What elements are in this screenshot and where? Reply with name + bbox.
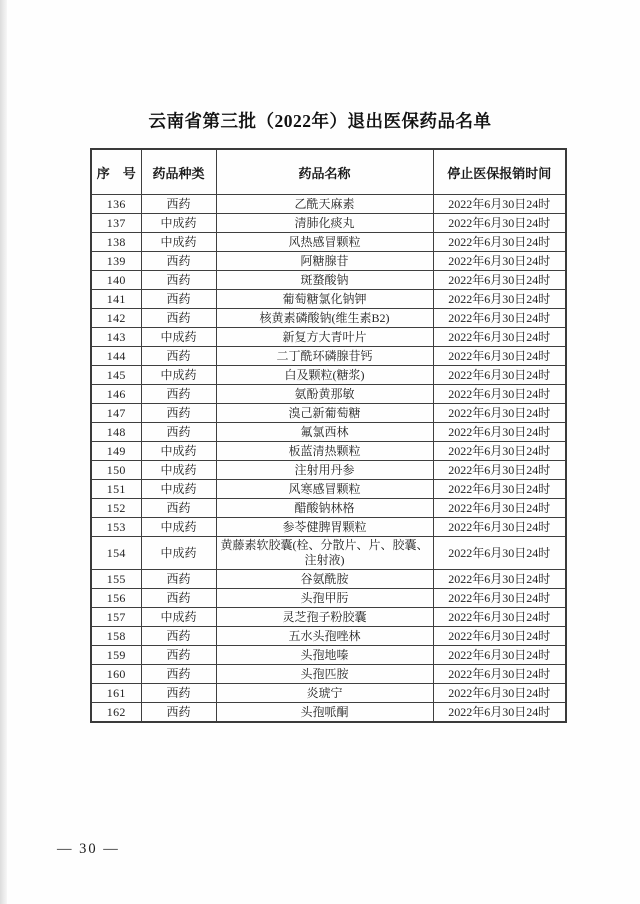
drug-category-cell: 中成药 [141, 480, 216, 499]
stop-time-cell: 2022年6月30日24时 [433, 684, 566, 703]
serial-number-cell: 156 [91, 589, 141, 608]
stop-time-cell: 2022年6月30日24时 [433, 423, 566, 442]
drug-name-cell: 溴己新葡萄糖 [216, 404, 433, 423]
serial-number-cell: 158 [91, 627, 141, 646]
drug-name-cell: 醋酸钠林格 [216, 499, 433, 518]
serial-number-cell: 137 [91, 214, 141, 233]
drug-category-cell: 中成药 [141, 328, 216, 347]
drug-name-cell: 清肺化痰丸 [216, 214, 433, 233]
drug-name-cell: 头孢甲肟 [216, 589, 433, 608]
drug-name-cell: 新复方大青叶片 [216, 328, 433, 347]
stop-time-cell: 2022年6月30日24时 [433, 347, 566, 366]
table-row [91, 271, 566, 290]
table-row [91, 423, 566, 442]
drug-list-table [90, 148, 567, 723]
table-row [91, 442, 566, 461]
drug-name-cell: 氨酚黄那敏 [216, 385, 433, 404]
page-number: — 30 — [57, 841, 120, 857]
table-row [91, 703, 566, 723]
drug-category-cell: 西药 [141, 404, 216, 423]
serial-number-cell: 142 [91, 309, 141, 328]
table-row [91, 684, 566, 703]
drug-name-cell: 谷氨酰胺 [216, 570, 433, 589]
stop-time-cell: 2022年6月30日24时 [433, 290, 566, 309]
drug-category-cell: 西药 [141, 347, 216, 366]
drug-category-cell: 中成药 [141, 366, 216, 385]
table-row [91, 499, 566, 518]
serial-number-cell: 141 [91, 290, 141, 309]
drug-category-cell: 中成药 [141, 461, 216, 480]
serial-number-cell: 161 [91, 684, 141, 703]
drug-name-cell: 白及颗粒(糖浆) [216, 366, 433, 385]
drug-name-cell: 风热感冒颗粒 [216, 233, 433, 252]
serial-number-cell: 147 [91, 404, 141, 423]
drug-name-cell: 风寒感冒颗粒 [216, 480, 433, 499]
drug-table-body [91, 195, 566, 723]
drug-category-cell: 中成药 [141, 214, 216, 233]
drug-name-cell: 葡萄糖氯化钠钾 [216, 290, 433, 309]
drug-name-cell: 乙酰天麻素 [216, 195, 433, 214]
table-row [91, 404, 566, 423]
drug-category-cell: 西药 [141, 499, 216, 518]
drug-name-cell: 核黄素磷酸钠(维生素B2) [216, 309, 433, 328]
table-row [91, 366, 566, 385]
drug-name-cell: 氟氯西林 [216, 423, 433, 442]
stop-time-cell: 2022年6月30日24时 [433, 646, 566, 665]
serial-number-cell: 153 [91, 518, 141, 537]
table-row [91, 570, 566, 589]
table-row [91, 385, 566, 404]
header-drug-category: 药品种类 [141, 149, 216, 195]
table-row [91, 589, 566, 608]
page-title: 云南省第三批（2022年）退出医保药品名单 [148, 111, 492, 131]
serial-number-cell: 146 [91, 385, 141, 404]
drug-category-cell: 西药 [141, 252, 216, 271]
serial-number-cell: 154 [91, 537, 141, 570]
stop-time-cell: 2022年6月30日24时 [433, 570, 566, 589]
drug-name-cell: 板蓝清热颗粒 [216, 442, 433, 461]
serial-number-cell: 148 [91, 423, 141, 442]
table-row [91, 537, 566, 570]
stop-time-cell: 2022年6月30日24时 [433, 480, 566, 499]
stop-time-cell: 2022年6月30日24时 [433, 233, 566, 252]
table-row [91, 627, 566, 646]
stop-time-cell: 2022年6月30日24时 [433, 252, 566, 271]
stop-time-cell: 2022年6月30日24时 [433, 665, 566, 684]
drug-name-cell: 斑蝥酸钠 [216, 271, 433, 290]
drug-name-cell: 参苓健脾胃颗粒 [216, 518, 433, 537]
serial-number-cell: 138 [91, 233, 141, 252]
header-stop-time: 停止医保报销时间 [433, 149, 566, 195]
header-drug-name: 药品名称 [216, 149, 433, 195]
stop-time-cell: 2022年6月30日24时 [433, 195, 566, 214]
drug-name-cell: 灵芝孢子粉胶囊 [216, 608, 433, 627]
table-row [91, 233, 566, 252]
stop-time-cell: 2022年6月30日24时 [433, 328, 566, 347]
drug-category-cell: 中成药 [141, 608, 216, 627]
stop-time-cell: 2022年6月30日24时 [433, 627, 566, 646]
drug-category-cell: 中成药 [141, 537, 216, 570]
serial-number-cell: 143 [91, 328, 141, 347]
serial-number-cell: 149 [91, 442, 141, 461]
drug-name-cell: 头孢匹胺 [216, 665, 433, 684]
serial-number-cell: 159 [91, 646, 141, 665]
stop-time-cell: 2022年6月30日24时 [433, 214, 566, 233]
serial-number-cell: 157 [91, 608, 141, 627]
serial-number-cell: 144 [91, 347, 141, 366]
serial-number-cell: 140 [91, 271, 141, 290]
drug-category-cell: 西药 [141, 423, 216, 442]
stop-time-cell: 2022年6月30日24时 [433, 518, 566, 537]
drug-category-cell: 西药 [141, 195, 216, 214]
table-row [91, 480, 566, 499]
table-row [91, 665, 566, 684]
serial-number-cell: 150 [91, 461, 141, 480]
scan-edge-artifact [0, 0, 7, 904]
stop-time-cell: 2022年6月30日24时 [433, 499, 566, 518]
stop-time-cell: 2022年6月30日24时 [433, 589, 566, 608]
serial-number-cell: 145 [91, 366, 141, 385]
drug-category-cell: 西药 [141, 684, 216, 703]
stop-time-cell: 2022年6月30日24时 [433, 309, 566, 328]
drug-name-cell: 阿糖腺苷 [216, 252, 433, 271]
drug-name-cell: 二丁酰环磷腺苷钙 [216, 347, 433, 366]
serial-number-cell: 136 [91, 195, 141, 214]
drug-name-cell: 黄藤素软胶囊(栓、分散片、片、胶囊、注射液) [216, 537, 433, 570]
table-row [91, 518, 566, 537]
serial-number-cell: 151 [91, 480, 141, 499]
table-row [91, 309, 566, 328]
drug-category-cell: 中成药 [141, 233, 216, 252]
stop-time-cell: 2022年6月30日24时 [433, 537, 566, 570]
stop-time-cell: 2022年6月30日24时 [433, 404, 566, 423]
drug-category-cell: 西药 [141, 385, 216, 404]
table-row [91, 347, 566, 366]
header-serial-number: 序 号 [91, 149, 141, 195]
serial-number-cell: 155 [91, 570, 141, 589]
drug-name-cell: 炎琥宁 [216, 684, 433, 703]
table-row [91, 646, 566, 665]
stop-time-cell: 2022年6月30日24时 [433, 608, 566, 627]
table-row [91, 195, 566, 214]
stop-time-cell: 2022年6月30日24时 [433, 271, 566, 290]
drug-name-cell: 注射用丹参 [216, 461, 433, 480]
stop-time-cell: 2022年6月30日24时 [433, 703, 566, 723]
table-row [91, 328, 566, 347]
table-row [91, 608, 566, 627]
serial-number-cell: 160 [91, 665, 141, 684]
table-row [91, 214, 566, 233]
drug-category-cell: 中成药 [141, 442, 216, 461]
drug-name-cell: 头孢哌酮 [216, 703, 433, 723]
drug-name-cell: 五水头孢唑林 [216, 627, 433, 646]
stop-time-cell: 2022年6月30日24时 [433, 385, 566, 404]
stop-time-cell: 2022年6月30日24时 [433, 366, 566, 385]
stop-time-cell: 2022年6月30日24时 [433, 442, 566, 461]
serial-number-cell: 162 [91, 703, 141, 723]
drug-category-cell: 西药 [141, 665, 216, 684]
table-row [91, 252, 566, 271]
drug-category-cell: 西药 [141, 290, 216, 309]
table-row [91, 461, 566, 480]
drug-category-cell: 西药 [141, 627, 216, 646]
table-row [91, 290, 566, 309]
table-header-row [91, 149, 566, 195]
serial-number-cell: 139 [91, 252, 141, 271]
drug-category-cell: 西药 [141, 589, 216, 608]
drug-category-cell: 西药 [141, 570, 216, 589]
drug-category-cell: 西药 [141, 703, 216, 723]
stop-time-cell: 2022年6月30日24时 [433, 461, 566, 480]
serial-number-cell: 152 [91, 499, 141, 518]
drug-category-cell: 西药 [141, 309, 216, 328]
drug-name-cell: 头孢地嗪 [216, 646, 433, 665]
drug-category-cell: 西药 [141, 646, 216, 665]
drug-category-cell: 西药 [141, 271, 216, 290]
drug-category-cell: 中成药 [141, 518, 216, 537]
